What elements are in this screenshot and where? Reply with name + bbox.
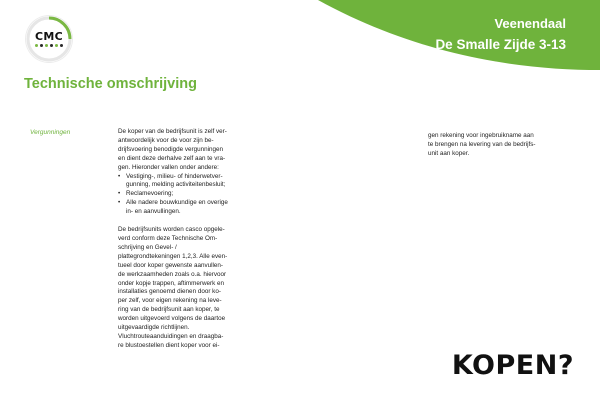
bullet-item xyxy=(118,190,268,199)
text-line: tueel door koper gewenste aanvullen- xyxy=(118,261,224,269)
header-city: Veenendaal xyxy=(494,16,566,31)
logo-text: CMC xyxy=(35,30,63,43)
text-line: uitgevaardigde richtlijnen. xyxy=(118,324,190,332)
text-line: gen. Hieronder vallen onder andere: xyxy=(118,163,219,171)
text-line: De koper van de bedrijfsunit is zelf ver- xyxy=(118,128,227,135)
text-line: installaties genoemd dienen door ko- xyxy=(118,288,221,296)
bullet-item xyxy=(118,173,268,191)
bullet-line: in- en aanvullingen. xyxy=(126,208,181,216)
text-column-2 xyxy=(428,132,578,159)
page-title: Technische omschrijving xyxy=(24,76,197,92)
text-line: De bedrijfsunits worden casco opgele- xyxy=(118,226,225,234)
text-line: re blustoestellen dient koper voor ei- xyxy=(118,341,220,349)
text-line: verd conform deze Technische Om- xyxy=(118,234,218,242)
logo-dots xyxy=(35,44,63,48)
bullet-item xyxy=(118,199,268,217)
text-line: te brengen na levering van de bedrijfs- xyxy=(428,140,536,148)
text-line: onder kopje trappen, aftimmerwerk en xyxy=(118,279,225,287)
bullet-line: gunning, melding activiteitenbesluit; xyxy=(126,181,226,189)
text-line: gen rekening voor ingebruikname aan xyxy=(428,132,534,139)
cmc-logo xyxy=(26,16,72,62)
text-line: ring van de bedrijfsunit aan koper, te xyxy=(118,306,220,314)
header-address: De Smalle Zijde 3-13 xyxy=(435,37,566,52)
text-line: en dient deze derhalve zelf aan te vra- xyxy=(118,154,226,162)
text-line: per zelf, voor eigen rekening na leve- xyxy=(118,297,222,305)
text-line: worden uitgevoerd volgens de daartoe xyxy=(118,315,226,323)
paragraph-gap xyxy=(118,217,268,226)
section-label: Vergunningen xyxy=(30,129,71,136)
bullet-line: • Reclamevoering; xyxy=(126,190,174,198)
text-line: de werkzaamheden zoals o.a. hiervoor xyxy=(118,270,227,278)
kopen-brand-text: KOPEN? xyxy=(451,350,574,381)
text-line: plattegrondtekeningen 1,2,3. Alle even- xyxy=(118,252,228,260)
bullet-line: • Alle nadere bouwkundige en overige xyxy=(126,199,228,207)
text-line: antwoordelijk voor de voor zijn be- xyxy=(118,136,214,144)
text-line: schrijving en Gevel- / xyxy=(118,243,177,251)
text-line: Vluchtrouteaanduidingen en draagba- xyxy=(118,332,224,340)
text-column-1 xyxy=(118,128,268,351)
bullet-line: • Vestiging-, milieu- of hinderwetver- xyxy=(126,172,223,180)
text-line: drijfsvoering benodigde vergunningen xyxy=(118,145,224,153)
text-line: unit aan koper. xyxy=(428,149,470,157)
